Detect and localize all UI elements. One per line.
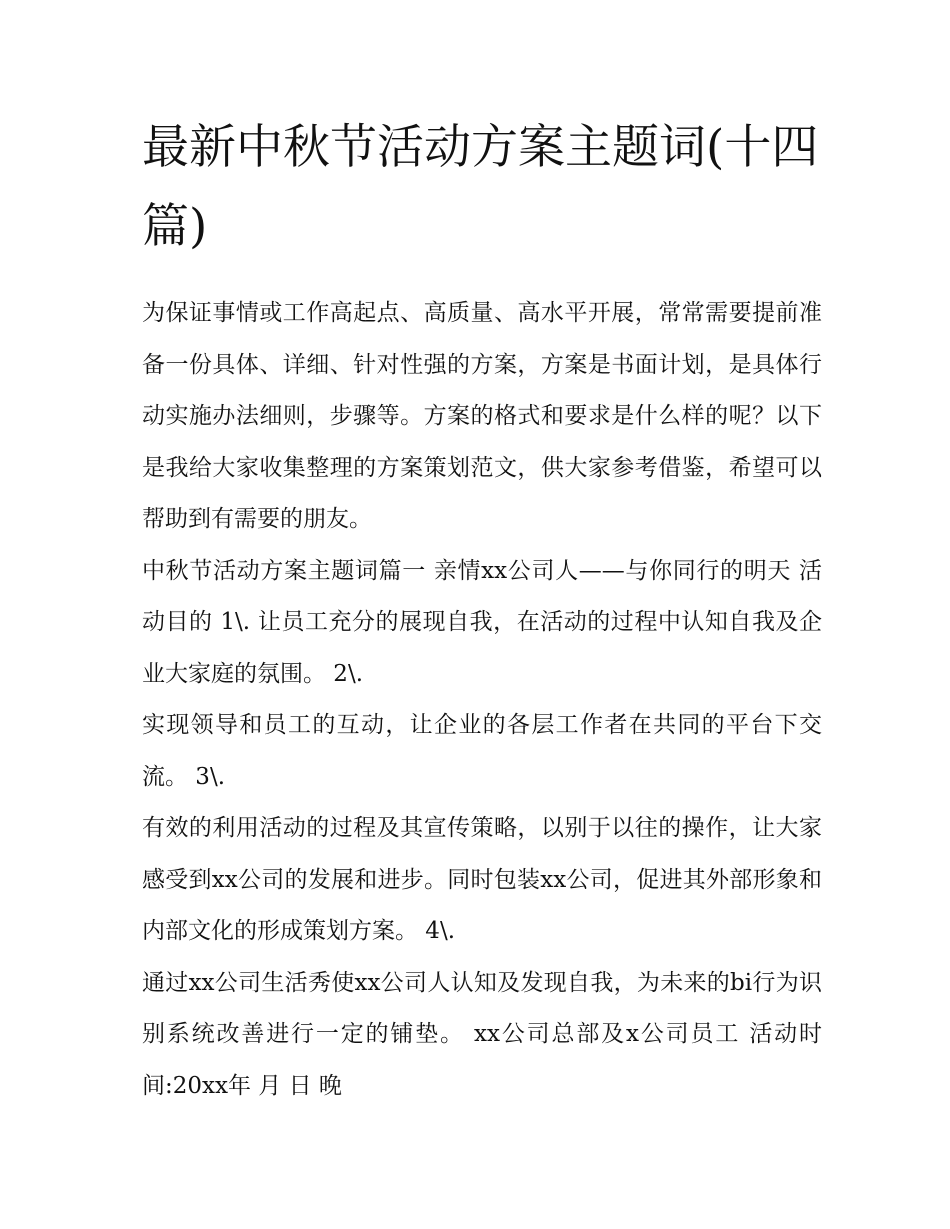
goal-three-paragraph: 有效的利用活动的过程及其宣传策略，以别于以往的操作，让大家感受到xx公司的发展和进步。同时包装xx公司，促进其外部形象和内部文化的形成策划方案。 4\.	[142, 815, 822, 944]
section-one-paragraph: 中秋节活动方案主题词篇一 亲情xx公司人——与你同行的明天 活动目的 1\. 让员工充分的展现自我，在活动的过程中认知自我及企业大家庭的氛围。 2\.	[142, 557, 822, 687]
goal-two-paragraph: 实现领导和员工的互动，让企业的各层工作者在共同的平台下交流。 3\.	[142, 712, 822, 790]
intro-paragraph: 为保证事情或工作高起点、高质量、高水平开展，常常需要提前准备一份具体、详细、针对性强的方案，方案是书面计划，是具体行动实施办法细则，步骤等。方案的格式和要求是什么样的呢？以下是我给大家收集整理的方案策划范文，供大家参考借鉴，希望可以帮助到有需要的朋友。	[142, 300, 822, 532]
document-title: 最新中秋节活动方案主题词(十四篇)	[142, 120, 819, 254]
document-page	[142, 108, 822, 1112]
goal-four-paragraph: 通过xx公司生活秀使xx公司人认知及发现自我，为未来的bi行为识别系统改善进行一定的铺垫。 xx公司总部及x公司员工 活动时间:20xx年 月 日 晚	[142, 969, 822, 1099]
